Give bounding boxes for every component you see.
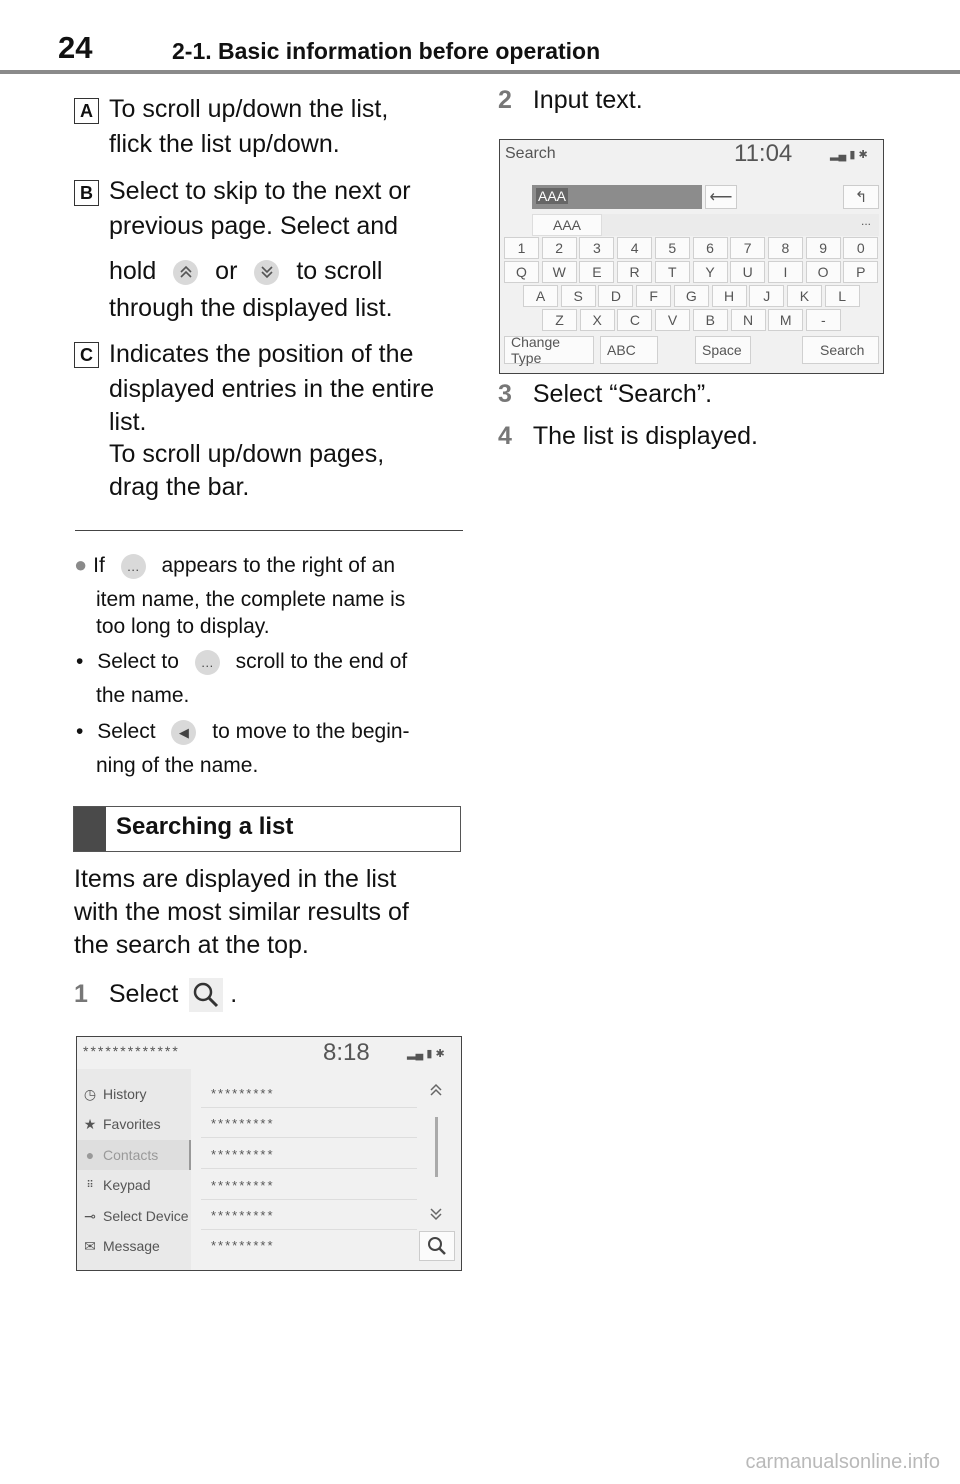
key-5[interactable]: 5 [655, 237, 690, 259]
backspace-icon[interactable]: ⟵ [705, 185, 737, 209]
screen-sidebar [77, 1069, 191, 1271]
intro-line: the search at the top. [74, 931, 309, 959]
definition-b-line: through the displayed list. [109, 294, 393, 322]
envelope-icon: ✉ [84, 1237, 96, 1254]
screenshot-search-keyboard [499, 139, 884, 374]
note-rest-text: appears to the right of an [161, 554, 395, 577]
definition-c-line: drag the bar. [109, 473, 250, 501]
bullet-pre-text: Select to [97, 650, 179, 673]
list-item[interactable]: ********* [201, 1171, 417, 1200]
watermark: carmanualsonline.info [745, 1451, 940, 1473]
sidebar-item-label: History [103, 1086, 147, 1102]
key-o[interactable]: O [806, 261, 841, 283]
search-input[interactable] [532, 185, 702, 209]
header-section-title: 2-1. Basic information before operation [172, 38, 601, 64]
sidebar-item-select-device[interactable] [77, 1201, 189, 1231]
search-icon [189, 978, 223, 1012]
definition-a-line: flick the list up/down. [109, 130, 340, 158]
note-bullet-icon: ● [74, 552, 88, 577]
key-k[interactable]: K [787, 285, 822, 307]
definition-c-line: Indicates the position of the [109, 340, 414, 368]
section-heading-text: Searching a list [116, 813, 294, 840]
key-t[interactable]: T [655, 261, 690, 283]
key-w[interactable]: W [542, 261, 577, 283]
star-icon: ★ [83, 1115, 97, 1132]
key-h[interactable]: H [712, 285, 747, 307]
battery-icon: ▮ [849, 149, 856, 161]
hold-text: hold [109, 257, 157, 285]
step-text: Input text. [532, 86, 643, 114]
step-2 [498, 83, 643, 118]
definition-b [109, 174, 411, 326]
clock-icon: ◷ [83, 1085, 97, 1102]
signal-icon: ▂▄ [407, 1048, 424, 1060]
key-2[interactable]: 2 [542, 237, 577, 259]
sidebar-item-contacts[interactable] [77, 1140, 191, 1170]
or-text: or [215, 257, 238, 285]
key-7[interactable]: 7 [730, 237, 765, 259]
definition-a-line: To scroll up/down the list, [109, 95, 389, 123]
device-icon: ⊸ [84, 1207, 96, 1224]
abc-button[interactable]: ABC [600, 336, 658, 364]
key-x[interactable]: X [580, 309, 615, 331]
definition-a [109, 92, 388, 162]
key-z[interactable]: Z [542, 309, 577, 331]
list-item[interactable]: ********* [201, 1079, 417, 1108]
step-text: Select “Search”. [532, 380, 713, 408]
back-arrow-icon: ◀ [171, 720, 196, 745]
key-9[interactable]: 9 [806, 237, 841, 259]
definition-b-hold-line [109, 254, 411, 289]
bluetooth-icon: ✱ [858, 149, 868, 161]
tag-b: B [74, 180, 99, 206]
section-heading [73, 806, 461, 852]
note-bullet-2 [76, 717, 410, 746]
step-text: Select [108, 980, 179, 1008]
key-l[interactable]: L [825, 285, 860, 307]
key-n[interactable]: N [731, 309, 766, 331]
step-1 [74, 977, 237, 1012]
status-icons [407, 1047, 445, 1060]
step-3 [498, 377, 712, 412]
step-suffix: . [230, 980, 238, 1008]
key-f[interactable]: F [636, 285, 671, 307]
step-number: 3 [498, 380, 512, 408]
definition-b-line: Select to skip to the next or [109, 177, 411, 205]
key-3[interactable]: 3 [579, 237, 614, 259]
keypad-icon: ⠿ [86, 1179, 94, 1191]
sidebar-item-history[interactable] [77, 1079, 189, 1109]
key-dash[interactable]: - [806, 309, 841, 331]
ellipsis-scroll-icon: … [195, 650, 220, 675]
space-button[interactable]: Space [695, 336, 751, 364]
key-p[interactable]: P [843, 261, 878, 283]
return-icon[interactable]: ↰ [843, 185, 879, 209]
sidebar-item-label: Keypad [103, 1177, 151, 1193]
bullet-pre-text: Select [97, 720, 156, 743]
search-key[interactable]: Search [802, 336, 879, 364]
key-8[interactable]: 8 [768, 237, 803, 259]
definition-b-line: previous page. Select and [109, 212, 399, 240]
list-item[interactable]: ********* [201, 1140, 417, 1169]
note-line: the name. [96, 684, 190, 707]
suggestion-chip[interactable] [532, 214, 602, 236]
sidebar-item-label: Select Device [103, 1208, 189, 1224]
screen-title: Search [505, 145, 556, 162]
definition-c-line: displayed entries in the entire [109, 375, 435, 403]
note-line: ning of the name. [96, 754, 259, 777]
intro-line: with the most similar results of [74, 898, 409, 926]
change-type-button[interactable]: Change Type [504, 336, 594, 364]
key-d[interactable]: D [598, 285, 633, 307]
screen-title: ************* [83, 1043, 180, 1059]
step-number: 4 [498, 422, 512, 450]
to-scroll-text: to scroll [296, 257, 383, 285]
key-q[interactable]: Q [504, 261, 539, 283]
sidebar-item-keypad[interactable] [77, 1170, 189, 1200]
definition-c [109, 337, 434, 502]
suggestion-text: AAA [553, 217, 582, 233]
tag-c: C [74, 342, 99, 368]
key-1[interactable]: 1 [504, 237, 539, 259]
key-i[interactable]: I [768, 261, 803, 283]
battery-icon: ▮ [426, 1048, 433, 1060]
key-a[interactable]: A [523, 285, 558, 307]
step-number: 2 [498, 86, 512, 114]
list-item[interactable]: ********* [211, 1238, 275, 1253]
step-number: 1 [74, 980, 88, 1008]
intro-line: Items are displayed in the list [74, 865, 397, 893]
note-bullet-1 [76, 647, 407, 676]
divider [75, 530, 463, 531]
sidebar-item-favorites[interactable] [77, 1109, 189, 1139]
note-line: item name, the complete name is [96, 588, 406, 611]
key-b[interactable]: B [693, 309, 728, 331]
step-4 [498, 419, 758, 454]
key-e[interactable]: E [579, 261, 614, 283]
sidebar-item-label: Contacts [103, 1147, 159, 1163]
more-suggestions-icon[interactable]: ... [860, 214, 871, 228]
bullet-post-text: scroll to the end of [235, 650, 408, 673]
note-if-text: If [93, 554, 105, 577]
key-r[interactable]: R [617, 261, 652, 283]
page-up-icon[interactable] [429, 1083, 443, 1102]
sidebar-item-message[interactable] [77, 1231, 189, 1261]
definition-c-line: To scroll up/down pages, [109, 440, 385, 468]
list-item[interactable]: ********* [201, 1109, 417, 1138]
header-rule [0, 70, 960, 74]
screen-clock: 11:04 [734, 140, 793, 167]
search-button[interactable] [419, 1231, 455, 1261]
page-down-icon[interactable] [429, 1207, 443, 1226]
key-v[interactable]: V [655, 309, 690, 331]
screen-clock: 8:18 [323, 1039, 370, 1066]
sidebar-item-label: Favorites [103, 1116, 161, 1132]
tag-a: A [74, 98, 99, 124]
person-icon: ● [85, 1147, 95, 1163]
key-c[interactable]: C [617, 309, 652, 331]
search-input-value: AAA [538, 188, 567, 204]
status-icons [830, 148, 868, 161]
key-0[interactable]: 0 [843, 237, 878, 259]
key-u[interactable]: U [730, 261, 765, 283]
section-heading-bar [74, 807, 106, 851]
definition-c-line: list. [109, 408, 147, 436]
sidebar-item-label: Message [103, 1238, 160, 1254]
key-m[interactable]: M [768, 309, 803, 331]
page-number: 24 [58, 30, 93, 65]
list-item[interactable]: ********* [201, 1201, 417, 1230]
note-truncation [74, 550, 395, 580]
bullet-post-text: to move to the begin- [212, 720, 410, 743]
page-up-icon [173, 260, 198, 285]
bullet-icon: • [76, 720, 84, 743]
bullet-icon: • [76, 650, 84, 673]
key-j[interactable]: J [749, 285, 784, 307]
key-g[interactable]: G [674, 285, 709, 307]
key-4[interactable]: 4 [617, 237, 652, 259]
scroll-bar[interactable] [435, 1117, 438, 1177]
suggestion-bar [602, 214, 879, 236]
key-y[interactable]: Y [693, 261, 728, 283]
key-6[interactable]: 6 [693, 237, 728, 259]
screenshot-list-screen [76, 1036, 462, 1271]
page-down-icon [254, 260, 279, 285]
key-s[interactable]: S [561, 285, 596, 307]
note-line: too long to display. [96, 615, 270, 638]
bluetooth-icon: ✱ [435, 1048, 445, 1060]
search-icon [420, 1232, 454, 1260]
step-text: The list is displayed. [532, 422, 758, 450]
section-intro [74, 863, 409, 962]
ellipsis-scroll-icon: … [121, 554, 146, 579]
signal-icon: ▂▄ [830, 149, 847, 161]
